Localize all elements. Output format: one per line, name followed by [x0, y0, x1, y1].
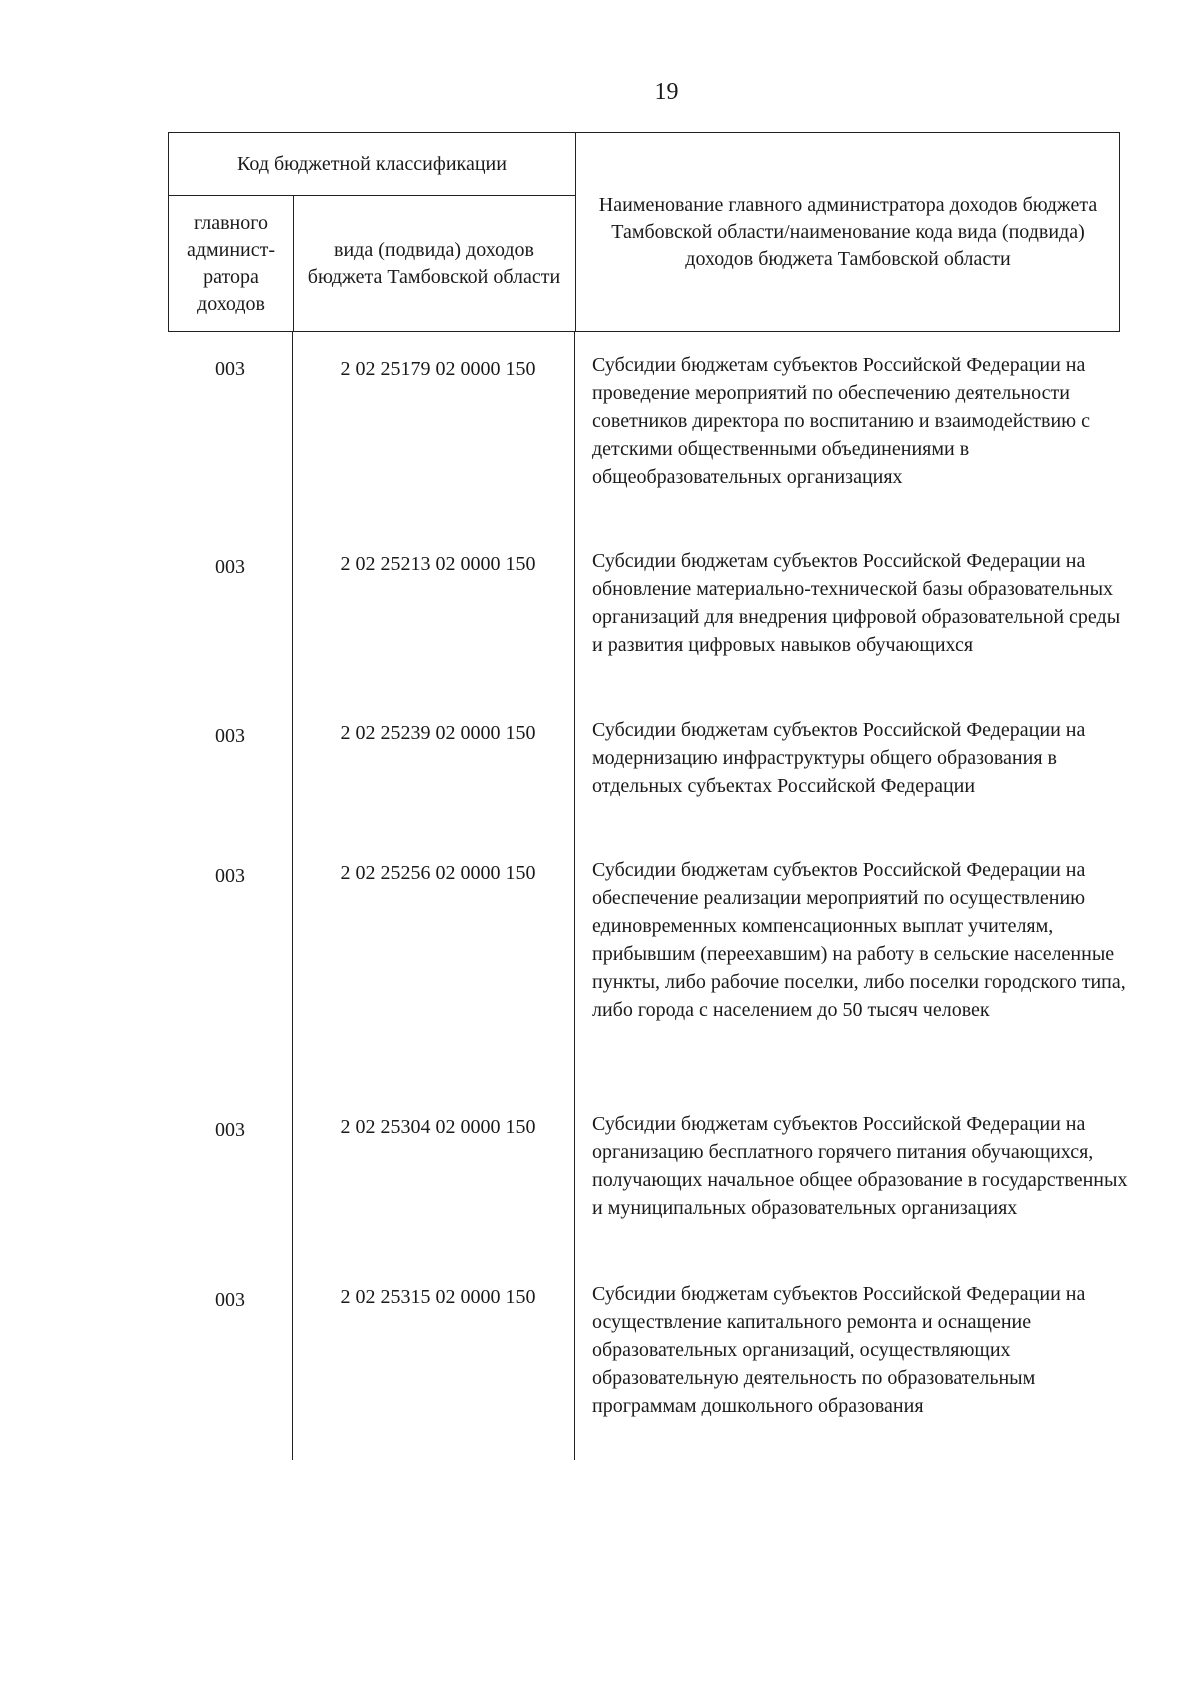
header-divider-horizontal: [169, 195, 575, 196]
row-1-income-code: 2 02 25179 02 0000 150: [340, 358, 536, 380]
row-6-admin-code: 003: [215, 1289, 245, 1311]
table-header: [168, 132, 1120, 332]
header-col-admin: главного админист-ратора доходов: [186, 212, 276, 315]
row-3-admin-code: 003: [215, 725, 245, 747]
header-divider-vertical: [575, 133, 576, 331]
header-divider-subcolumn: [293, 195, 294, 331]
row-2-income-code: 2 02 25213 02 0000 150: [340, 553, 536, 575]
row-5-income-code: 2 02 25304 02 0000 150: [340, 1116, 536, 1138]
header-group-title: Код бюджетной классификации: [237, 152, 507, 175]
row-1-name: Субсидии бюджетам субъектов Российской Федерации на проведение мероприятий по обеспечению деятельности советников директора по воспитанию и взаимодействию с детскими общественными объединениями в общеобразовательных организациях: [592, 354, 1090, 488]
row-4-name: Субсидии бюджетам субъектов Российской Федерации на обеспечение реализации мероприятий по осуществлению единовременных компенсационных выплат учителям, прибывшим (переехавшим) на работу в сельские населенные пункты, либо рабочие поселки, либо поселки городского типа, либо города с населением до 50 тысяч человек: [592, 859, 1126, 1021]
row-4-income-code: 2 02 25256 02 0000 150: [340, 862, 536, 884]
row-6-income-code: 2 02 25315 02 0000 150: [340, 1286, 536, 1308]
column-divider-1: [292, 332, 293, 1460]
row-3-income-code: 2 02 25239 02 0000 150: [340, 722, 536, 744]
row-5-name: Субсидии бюджетам субъектов Российской Федерации на организацию бесплатного горячего питания обучающихся, получающих начальное общее образование в государственных и муниципальных образовательных организациях: [592, 1113, 1128, 1219]
row-2-admin-code: 003: [215, 556, 245, 578]
header-col-name: Наименование главного администратора доходов бюджета Тамбовской области/наименование кода вида (подвида) доходов бюджета Тамбовской области: [598, 193, 1098, 270]
row-2-name: Субсидии бюджетам субъектов Российской Федерации на обновление материально-технической базы образовательных организаций для внедрения цифровой образовательной среды и развития цифровых навыков обучающихся: [592, 550, 1121, 656]
row-1-admin-code: 003: [215, 358, 245, 380]
row-3-name: Субсидии бюджетам субъектов Российской Федерации на модернизацию инфраструктуры общего образования в отдельных субъектах Российской Федерации: [592, 719, 1086, 797]
row-6-name: Субсидии бюджетам субъектов Российской Федерации на осуществление капитального ремонта и оснащение образовательных организаций, осуществляющих образовательную деятельность по образовательным программам дошкольного образования: [592, 1283, 1086, 1417]
header-col-code: вида (подвида) доходов бюджета Тамбовской области: [307, 239, 561, 288]
page-number: 19: [654, 79, 679, 105]
row-4-admin-code: 003: [215, 865, 245, 887]
row-5-admin-code: 003: [215, 1119, 245, 1141]
